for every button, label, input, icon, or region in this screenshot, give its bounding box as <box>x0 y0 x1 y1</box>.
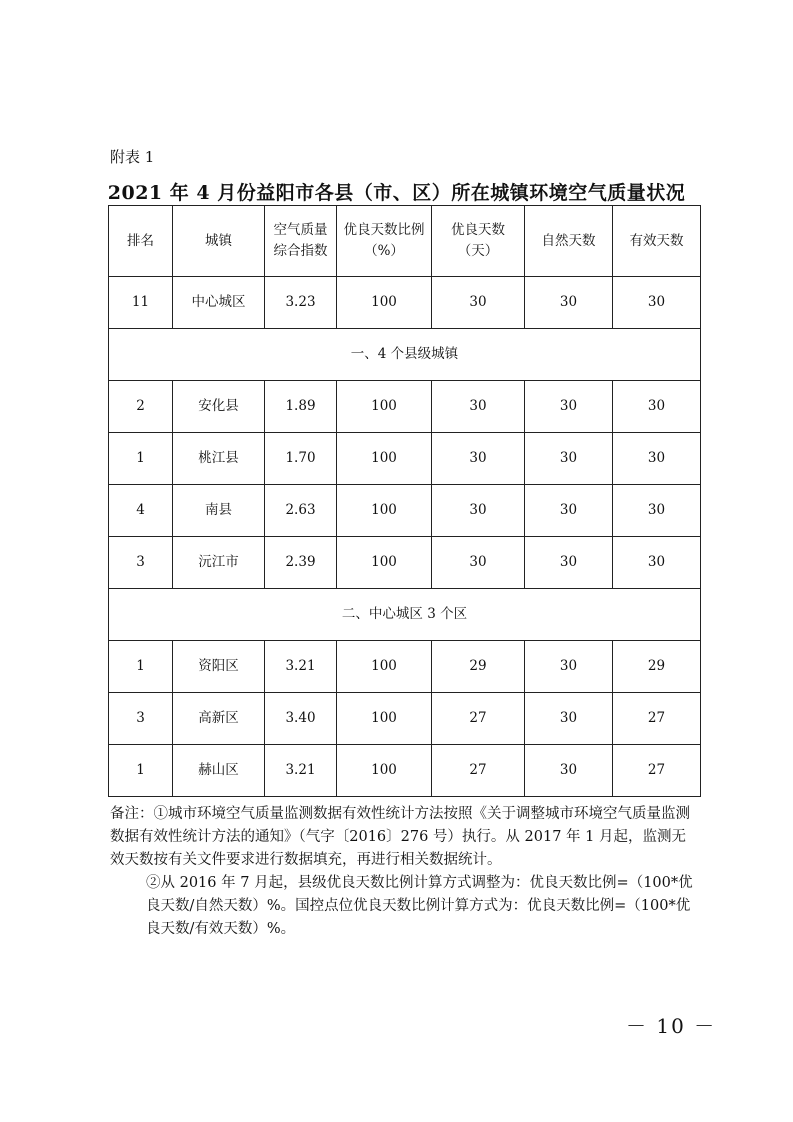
cell-good: 30 <box>432 485 525 537</box>
cell-ratio: 100 <box>337 485 432 537</box>
cell-good: 30 <box>432 381 525 433</box>
header-ratio-line1: 优良天数比例 <box>343 222 425 238</box>
cell-rank: 3 <box>109 693 173 745</box>
cell-ratio: 100 <box>337 277 432 329</box>
cell-good: 27 <box>432 693 525 745</box>
cell-valid: 30 <box>613 485 701 537</box>
cell-rank: 1 <box>109 745 173 797</box>
section-row <box>109 589 701 641</box>
table-row <box>109 277 701 329</box>
header-good-line2: （天） <box>457 243 499 259</box>
cell-valid: 27 <box>613 745 701 797</box>
note-2: ②从 2016 年 7 月起，县级优良天数比例计算方式调整为：优良天数比例=（100*优良天数/自然天数）%。国控点位优良天数比例计算方式为：优良天数比例=（100*优良天数/有效天数）%。 <box>146 875 693 937</box>
cell-good: 27 <box>432 745 525 797</box>
cell-town: 赫山区 <box>173 745 265 797</box>
section-label: 二、中心城区 3 个区 <box>109 589 701 641</box>
header-rank: 排名 <box>109 206 173 277</box>
header-ratio <box>337 206 432 277</box>
cell-rank: 11 <box>109 277 173 329</box>
header-good-days <box>432 206 525 277</box>
header-valid-days: 有效天数 <box>613 206 701 277</box>
table-row <box>109 485 701 537</box>
cell-valid: 30 <box>613 277 701 329</box>
cell-town: 桃江县 <box>173 433 265 485</box>
table-row <box>109 537 701 589</box>
cell-valid: 30 <box>613 537 701 589</box>
cell-good: 29 <box>432 641 525 693</box>
cell-town: 资阳区 <box>173 641 265 693</box>
cell-ratio: 100 <box>337 537 432 589</box>
section-label: 一、4 个县级城镇 <box>109 329 701 381</box>
note-1: 备注：①城市环境空气质量监测数据有效性统计方法按照《关于调整城市环境空气质量监测数据有效性统计方法的通知》（气字〔2016〕276 号）执行。从 2017 年 1 月起，监测无效天数按有关文件要求进行数据填充，再进行相关数据统计。 <box>110 806 690 868</box>
section-row <box>109 329 701 381</box>
cell-natural: 30 <box>525 485 613 537</box>
cell-natural: 30 <box>525 537 613 589</box>
header-aqi <box>265 206 337 277</box>
cell-rank: 2 <box>109 381 173 433</box>
cell-town: 南县 <box>173 485 265 537</box>
cell-natural: 30 <box>525 433 613 485</box>
header-ratio-line2: （%） <box>364 243 404 259</box>
table-row <box>109 381 701 433</box>
cell-natural: 30 <box>525 693 613 745</box>
cell-good: 30 <box>432 277 525 329</box>
cell-town: 沅江市 <box>173 537 265 589</box>
notes <box>110 803 700 941</box>
table-header-row <box>109 206 701 277</box>
table-row <box>109 693 701 745</box>
cell-valid: 27 <box>613 693 701 745</box>
cell-ratio: 100 <box>337 745 432 797</box>
header-aqi-line2: 综合指数 <box>273 243 328 259</box>
cell-natural: 30 <box>525 745 613 797</box>
cell-town: 中心城区 <box>173 277 265 329</box>
cell-natural: 30 <box>525 277 613 329</box>
attachment-label: 附表 1 <box>110 148 155 166</box>
document-title: 2021 年 4 月份益阳市各县（市、区）所在城镇环境空气质量状况 <box>107 182 686 204</box>
cell-valid: 30 <box>613 381 701 433</box>
cell-aqi: 3.40 <box>265 693 337 745</box>
header-aqi-line1: 空气质量 <box>273 222 328 238</box>
cell-rank: 1 <box>109 641 173 693</box>
air-quality-table <box>108 205 701 797</box>
cell-valid: 29 <box>613 641 701 693</box>
cell-aqi: 1.89 <box>265 381 337 433</box>
table-row <box>109 433 701 485</box>
cell-aqi: 2.39 <box>265 537 337 589</box>
cell-natural: 30 <box>525 641 613 693</box>
header-good-line1: 优良天数 <box>451 222 505 238</box>
cell-rank: 3 <box>109 537 173 589</box>
cell-natural: 30 <box>525 381 613 433</box>
page-number: － 10 － <box>626 1014 717 1038</box>
cell-good: 30 <box>432 537 525 589</box>
cell-ratio: 100 <box>337 381 432 433</box>
header-natural-days: 自然天数 <box>525 206 613 277</box>
cell-good: 30 <box>432 433 525 485</box>
cell-ratio: 100 <box>337 693 432 745</box>
cell-aqi: 3.23 <box>265 277 337 329</box>
table-row <box>109 745 701 797</box>
cell-aqi: 3.21 <box>265 745 337 797</box>
cell-town: 安化县 <box>173 381 265 433</box>
cell-ratio: 100 <box>337 641 432 693</box>
cell-aqi: 3.21 <box>265 641 337 693</box>
cell-town: 高新区 <box>173 693 265 745</box>
header-town: 城镇 <box>173 206 265 277</box>
cell-rank: 4 <box>109 485 173 537</box>
cell-ratio: 100 <box>337 433 432 485</box>
cell-rank: 1 <box>109 433 173 485</box>
cell-aqi: 2.63 <box>265 485 337 537</box>
table-row <box>109 641 701 693</box>
cell-valid: 30 <box>613 433 701 485</box>
cell-aqi: 1.70 <box>265 433 337 485</box>
